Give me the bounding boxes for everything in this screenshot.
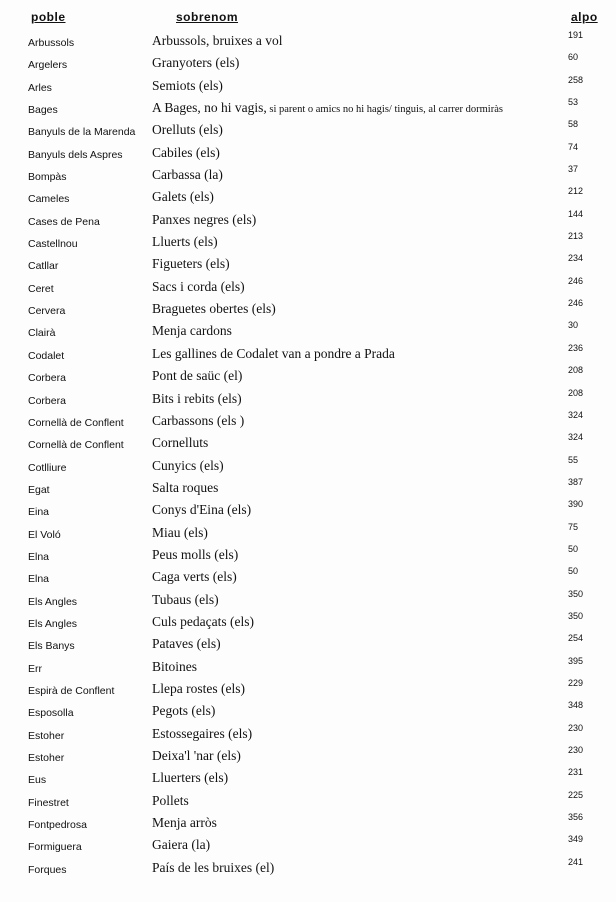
sobrenom-cell — [152, 815, 217, 831]
sobrenom-cell — [152, 212, 256, 228]
sobrenom-text: Gaiera (la) — [152, 837, 211, 853]
sobrenom-cell — [152, 234, 218, 250]
sobrenom-text: Deixa'l 'nar (els) — [152, 748, 241, 763]
sobrenom-text: Lluerters (els) — [152, 770, 229, 786]
sobrenom-text: Tubaus (els) — [152, 591, 219, 607]
sobrenom-note: si parent o amics no hi hagis/ tinguis, al carrer dormiràs — [266, 104, 503, 116]
alpo-cell: 208 — [568, 387, 584, 398]
alpo-cell: 225 — [568, 789, 584, 800]
alpo-cell: 241 — [568, 856, 584, 867]
sobrenom-text: Lluerts (els) — [152, 234, 218, 250]
sobrenom-text: Pegots (els) — [152, 703, 216, 719]
table-row — [0, 454, 616, 479]
alpo-cell: 50 — [568, 566, 579, 577]
alpo-cell: 246 — [568, 275, 584, 286]
poble-cell: Castellnou — [28, 238, 78, 251]
table-row — [0, 769, 616, 791]
poble-cell: Fontpedrosa — [28, 819, 87, 832]
table-row — [0, 275, 616, 300]
sobrenom-cell — [152, 323, 232, 339]
sobrenom-text: Panxes negres (els) — [152, 211, 257, 227]
alpo-cell: 324 — [568, 409, 584, 420]
table-row — [0, 322, 616, 344]
table-row — [0, 99, 616, 121]
sobrenom-cell — [152, 413, 244, 429]
poble-cell: Arles — [28, 81, 52, 94]
alpo-cell: 30 — [568, 320, 579, 331]
sobrenom-cell — [152, 145, 220, 161]
sobrenom-text: País de les bruixes (el) — [152, 859, 275, 875]
alpo-cell: 75 — [568, 521, 579, 532]
alpo-cell: 254 — [568, 633, 584, 644]
poble-cell: Estoher — [28, 729, 65, 742]
sobrenom-text: Menja cardons — [152, 323, 232, 339]
table-row — [0, 74, 616, 99]
sobrenom-cell — [152, 480, 218, 496]
table-row — [0, 747, 616, 769]
alpo-cell: 395 — [568, 655, 584, 666]
sobrenom-text: Semiots (els) — [152, 77, 223, 93]
table-row — [0, 54, 616, 76]
poble-cell: Cotlliure — [28, 461, 67, 474]
sobrenom-cell — [152, 726, 252, 742]
alpo-cell: 230 — [568, 745, 584, 755]
table-row — [0, 543, 616, 568]
poble-cell: Cameles — [28, 193, 70, 206]
table-row — [0, 856, 616, 881]
alpo-cell: 231 — [568, 767, 584, 778]
sobrenom-text: Carbassa (la) — [152, 167, 223, 183]
sobrenom-text: Figueters (els) — [152, 256, 230, 272]
sobrenom-cell — [152, 122, 223, 138]
sobrenom-text: Pont de saüc (el) — [152, 368, 243, 384]
table-row — [0, 521, 616, 546]
sobrenom-cell — [152, 279, 245, 295]
table-row — [0, 702, 616, 724]
table-row — [0, 588, 616, 613]
alpo-cell: 191 — [568, 30, 584, 40]
sobrenom-cell — [152, 770, 228, 786]
table-row — [0, 409, 616, 434]
sobrenom-cell — [152, 860, 274, 876]
table-row — [0, 814, 616, 836]
table-row — [0, 836, 616, 858]
poble-cell: Els Angles — [28, 595, 78, 608]
alpo-cell: 234 — [568, 253, 584, 264]
sobrenom-text: Estossegaires (els) — [152, 725, 253, 741]
sobrenom-cell — [152, 100, 503, 116]
alpo-cell: 350 — [568, 588, 584, 599]
poble-cell: Els Banys — [28, 640, 75, 653]
poble-cell: Esposolla — [28, 707, 74, 720]
poble-cell: Catllar — [28, 260, 59, 273]
alpo-cell: 53 — [568, 97, 579, 108]
sobrenom-cell — [152, 659, 197, 675]
sobrenom-cell — [152, 458, 224, 474]
alpo-cell: 74 — [568, 141, 579, 152]
sobrenom-text: Arbussols, bruixes a vol — [152, 33, 283, 48]
poble-cell: Codalet — [28, 349, 65, 362]
poble-cell: Banyuls dels Aspres — [28, 148, 123, 161]
poble-cell: Argelers — [28, 59, 68, 72]
sobrenom-cell — [152, 435, 208, 451]
sobrenom-text: Cabiles (els) — [152, 144, 220, 160]
poble-cell: Corbera — [28, 394, 66, 407]
alpo-cell: 236 — [568, 342, 584, 353]
alpo-cell: 55 — [568, 454, 579, 465]
poble-cell: Finestret — [28, 796, 69, 809]
alpo-cell: 213 — [568, 231, 584, 242]
sobrenom-cell — [152, 569, 237, 585]
sobrenom-text: Pollets — [152, 792, 189, 808]
sobrenom-cell — [152, 346, 395, 362]
alpo-cell: 258 — [568, 74, 584, 85]
poble-cell: Elna — [28, 550, 50, 563]
table-row — [0, 387, 616, 412]
table-row — [0, 568, 616, 590]
sobrenom-text: Cunyics (els) — [152, 457, 224, 473]
table-row — [0, 141, 616, 166]
alpo-cell: 37 — [568, 164, 579, 175]
sobrenom-cell — [152, 703, 215, 719]
header-alpo: alpo — [571, 10, 598, 24]
alpo-cell: 50 — [568, 543, 579, 554]
poble-cell: Estoher — [28, 752, 65, 764]
sobrenom-text: Caga verts (els) — [152, 569, 237, 585]
sobrenom-cell — [152, 636, 221, 652]
sobrenom-cell — [152, 837, 210, 853]
alpo-cell: 350 — [568, 610, 584, 621]
poble-cell: Corbera — [28, 372, 66, 385]
sobrenom-text: Bits i rebits (els) — [152, 390, 242, 406]
poble-cell: Els Angles — [28, 617, 78, 630]
table-row — [0, 789, 616, 814]
sobrenom-cell — [152, 78, 223, 94]
poble-cell: Clairà — [28, 327, 56, 340]
alpo-cell: 230 — [568, 722, 584, 733]
alpo-cell: 349 — [568, 834, 584, 845]
poble-cell: Espirà de Conflent — [28, 684, 115, 697]
poble-cell: Forques — [28, 863, 67, 876]
sobrenom-text: Cornelluts — [152, 435, 209, 451]
alpo-cell: 60 — [568, 52, 579, 63]
poble-cell: Bages — [28, 104, 58, 117]
sobrenom-text: Galets (els) — [152, 189, 214, 205]
alpo-cell: 390 — [568, 499, 584, 510]
poble-cell: Cases de Pena — [28, 215, 100, 228]
poble-cell: Egat — [28, 483, 50, 496]
header-sobrenom: sobrenom — [176, 10, 239, 24]
alpo-cell: 144 — [568, 208, 584, 219]
poble-cell: Eina — [28, 506, 50, 519]
sobrenom-text: Menja arròs — [152, 815, 217, 831]
sobrenom-cell — [152, 167, 223, 183]
sobrenom-cell — [152, 301, 276, 317]
sobrenom-text: Peus molls (els) — [152, 546, 239, 562]
alpo-cell: 229 — [568, 677, 584, 688]
table-row — [0, 367, 616, 389]
sobrenom-text: Granyoters (els) — [152, 55, 240, 71]
sobrenom-cell — [152, 368, 242, 384]
alpo-cell: 246 — [568, 298, 584, 309]
table-body — [0, 32, 616, 881]
alpo-cell: 348 — [568, 700, 584, 711]
table-row — [0, 300, 616, 322]
table-row — [0, 635, 616, 657]
table-row — [0, 476, 616, 501]
poble-cell: Cornellà de Conflent — [28, 416, 124, 429]
sobrenom-text: Bitoines — [152, 658, 198, 674]
poble-cell: Arbussols — [28, 37, 75, 49]
poble-cell: Elna — [28, 573, 50, 586]
table-row — [0, 610, 616, 635]
poble-cell: Formiguera — [28, 841, 82, 854]
poble-cell: Banyuls de la Marenda — [28, 126, 136, 139]
sobrenom-text: Culs pedaçats (els) — [152, 613, 254, 629]
poble-cell: Ceret — [28, 282, 54, 295]
sobrenom-text: Carbassons (els ) — [152, 412, 245, 428]
alpo-cell: 212 — [568, 186, 584, 197]
sobrenom-cell — [152, 525, 208, 541]
table-row — [0, 342, 616, 367]
alpo-cell: 387 — [568, 476, 584, 487]
alpo-cell: 58 — [568, 119, 579, 130]
table-row — [0, 434, 616, 456]
poble-cell: El Voló — [28, 528, 61, 541]
table-row — [0, 255, 616, 277]
sobrenom-cell — [152, 681, 245, 697]
table-row — [0, 501, 616, 523]
poble-cell: Eus — [28, 774, 47, 787]
sobrenom-cell — [152, 256, 230, 272]
table-row — [0, 722, 616, 747]
sobrenom-cell — [152, 748, 241, 764]
sobrenom-text: Miau (els) — [152, 524, 208, 540]
sobrenom-cell — [152, 502, 251, 518]
poble-cell: Bompàs — [28, 171, 67, 184]
sobrenom-cell — [152, 547, 238, 563]
table-row — [0, 677, 616, 702]
sobrenom-cell — [152, 614, 254, 630]
sobrenom-text: Orelluts (els) — [152, 122, 223, 138]
table-row — [0, 655, 616, 680]
sobrenom-text: Pataves (els) — [152, 636, 221, 652]
alpo-cell: 208 — [568, 365, 584, 376]
poble-cell: Err — [28, 662, 42, 675]
table-row — [0, 121, 616, 143]
sobrenom-cell — [152, 55, 239, 71]
sobrenom-cell — [152, 592, 219, 608]
sobrenom-text: Sacs i corda (els) — [152, 278, 245, 294]
sobrenom-cell — [152, 793, 189, 809]
poble-cell: Cornellà de Conflent — [28, 439, 124, 452]
sobrenom-cell — [152, 391, 242, 407]
header-poble: poble — [31, 10, 66, 24]
sobrenom-text: Les gallines de Codalet van a pondre a Prada — [152, 345, 395, 361]
sobrenom-cell — [152, 189, 214, 205]
poble-cell: Cervera — [28, 305, 66, 318]
sobrenom-cell — [152, 33, 283, 49]
sobrenom-text: A Bages, no hi vagis, — [152, 100, 267, 116]
table-row — [0, 188, 616, 210]
table-row — [0, 208, 616, 233]
alpo-cell: 356 — [568, 812, 584, 823]
table-row — [0, 32, 616, 54]
sobrenom-text: Braguetes obertes (els) — [152, 301, 276, 317]
table-row — [0, 166, 616, 188]
alpo-cell: 324 — [568, 432, 584, 443]
sobrenom-text: Conys d'Eina (els) — [152, 502, 252, 518]
table-row — [0, 233, 616, 255]
sobrenom-text: Llepa rostes (els) — [152, 680, 245, 696]
sobrenom-text: Salta roques — [152, 479, 219, 495]
